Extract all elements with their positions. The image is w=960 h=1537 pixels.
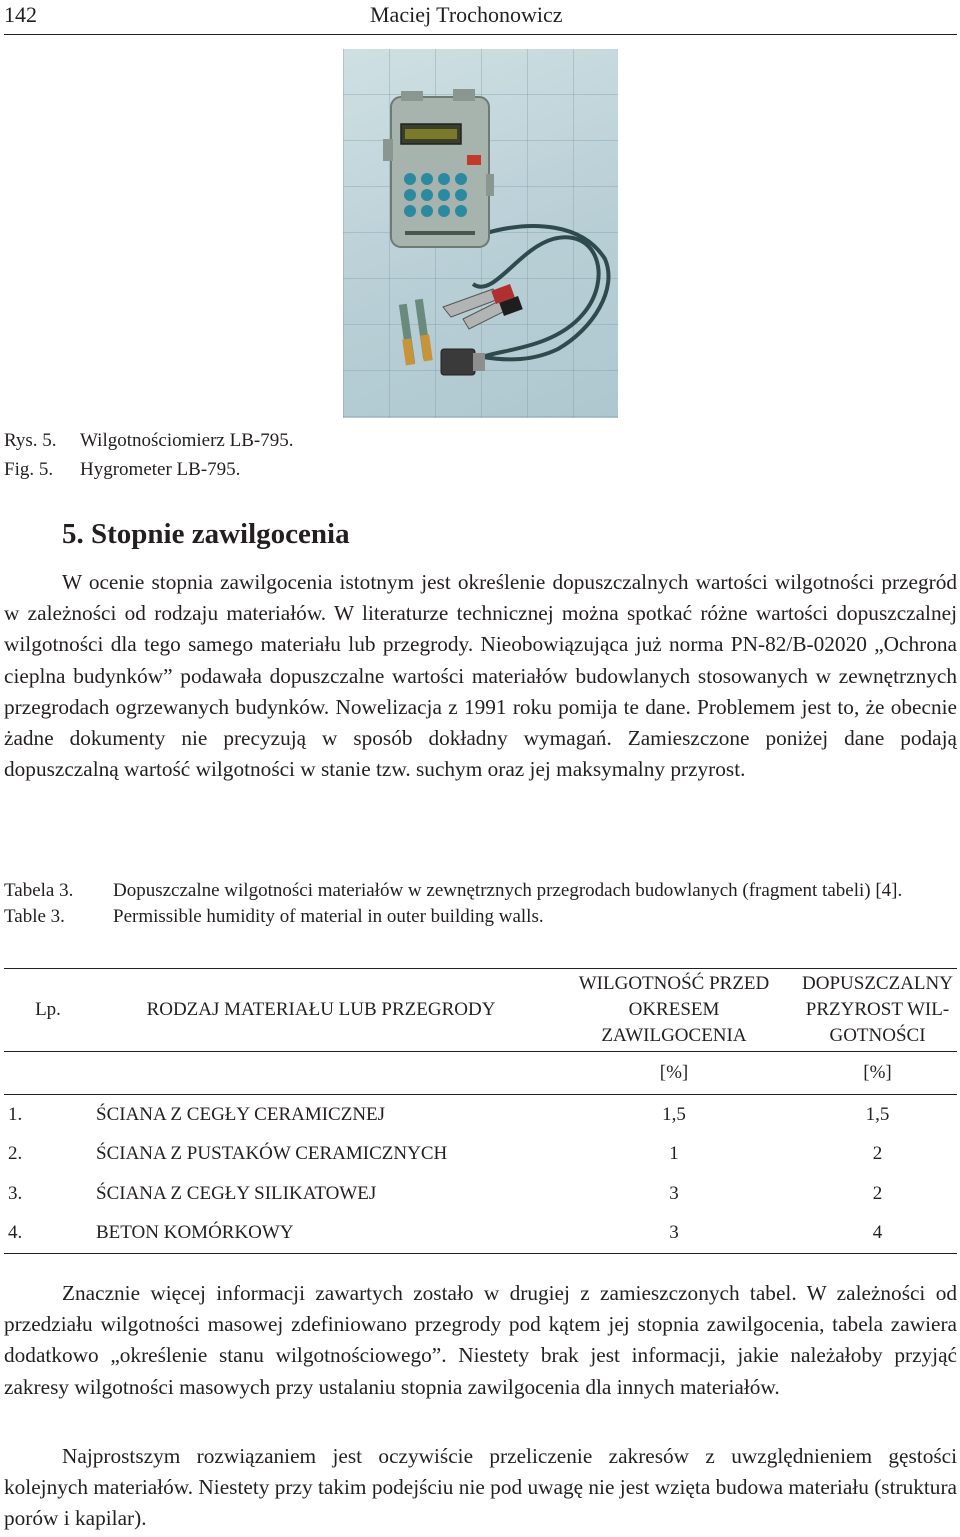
- table-row: [4, 1135, 957, 1175]
- cell-material: BETON KOMÓRKOWY: [92, 1214, 550, 1254]
- figure-caption-en-label: Fig. 5.: [4, 459, 54, 480]
- body-paragraph-2: [4, 1278, 957, 1403]
- table-row: [4, 1214, 957, 1254]
- cell-lp: 4.: [4, 1214, 92, 1254]
- cell-increase: 2: [872, 1143, 883, 1165]
- unit-increase: [%]: [798, 1052, 957, 1095]
- humidity-table: [4, 968, 957, 1254]
- figure-caption-pl: [4, 426, 293, 455]
- cell-increase: 1,5: [865, 1103, 890, 1125]
- table-caption: [4, 878, 957, 930]
- table-caption-pl-text: Dopuszczalne wilgotności materiałów w zewnętrznych przegrodach budowlanych (fragment tabeli) [4].: [113, 880, 903, 901]
- header-humidity-before: WILGOTNOŚĆ PRZED OKRESEM ZAWILGOCENIA: [550, 969, 798, 1052]
- figure-caption-en: [4, 455, 240, 484]
- cell-material: ŚCIANA Z PUSTAKÓW CERAMICZNYCH: [96, 1143, 448, 1165]
- hygrometer-illustration: [343, 49, 618, 418]
- table-caption-en-text: Permissible humidity of material in outer building walls.: [113, 906, 544, 927]
- cell-lp: 3.: [8, 1182, 23, 1204]
- cell-before: 3: [669, 1182, 679, 1204]
- paragraph-3-text: Najprostszym rozwiązaniem jest oczywiście przeliczenie zakresów z uwzględnieniem gęstości kolejnych materiałów. Niestety przy takim podejściu nie pod uwagę nie jest wzięta budowa materiału (struktura porów i kapilar).: [4, 1444, 957, 1531]
- table-unit-row: [4, 1052, 957, 1095]
- paragraph-2-text: Znacznie więcej informacji zawartych zostało w drugiej z zamieszczonych tabel. W zależności od przedziału wilgotności masowej zdefiniowano przegrody pod kątem jej stopnia zawilgocenia, tabela zawiera dodatkowo „określenie stanu wilgotnościowego”. Niestety brak jest informacji, jakie należałoby przyjąć zakresy wilgotności masowych przy ustalaniu stopnia zawilgocenia dla innych materiałów.: [4, 1281, 957, 1399]
- hygrometer-photo: [343, 49, 618, 418]
- header-rule: [4, 34, 957, 35]
- table-caption-en-label: Table 3.: [4, 906, 65, 927]
- cell-lp: 2.: [8, 1143, 23, 1165]
- cell-before: 1: [669, 1143, 679, 1165]
- header-permissible-increase: DOPUSZCZALNY PRZYROST WIL-GOTNOŚCI: [798, 969, 957, 1052]
- table-caption-pl-label: Tabela 3.: [4, 880, 74, 901]
- cell-increase: 2: [872, 1182, 883, 1204]
- unit-before: [%]: [550, 1052, 798, 1095]
- figure-caption-pl-label: Rys. 5.: [4, 430, 57, 451]
- table-row: [4, 1095, 957, 1135]
- header-material: RODZAJ MATERIAŁU LUB PRZEGRODY: [92, 969, 550, 1052]
- header-lp: Lp.: [4, 969, 92, 1052]
- table-header-row: [4, 969, 957, 1052]
- body-paragraph-1: [4, 567, 957, 785]
- figure-caption-pl-text: Wilgotnościomierz LB-795.: [80, 430, 294, 451]
- section-heading: 5. Stopnie zawilgocenia: [62, 518, 350, 550]
- cell-lp: 1.: [8, 1103, 23, 1125]
- cell-material: ŚCIANA Z CEGŁY SILIKATOWEJ: [96, 1182, 377, 1204]
- table-row: [4, 1174, 957, 1214]
- running-header-author: Maciej Trochonowicz: [370, 2, 563, 27]
- paragraph-1-text: W ocenie stopnia zawilgocenia istotnym jest określenie dopuszczalnych wartości wilgotności przegród w zależności od rodzaju materiałów. W literaturze technicznej można spotkać różne wartości dopuszczalnej wilgotności dla tego samego materiału lub przegrody. Nieobowiązująca już norma PN-82/B-02020 „Ochrona cieplna budynków” podawała dopuszczalne wartości materiałów budowlanych stosowanych w zewnętrznych przegrodach ogrzewanych budynków. Nowelizacja z 1991 roku pomija te dane. Problemem jest to, że obecnie żadne dokumenty nie precyzują w sposób dokładny wymagań. Zamieszczone poniżej dane podają dopuszczalną wartość wilgotności w stanie tzw. suchym oraz jej maksymalny przyrost.: [4, 570, 957, 782]
- page-number: 142: [4, 2, 37, 27]
- cell-increase: 4: [798, 1214, 957, 1254]
- cell-before: 3: [550, 1214, 798, 1254]
- figure-caption-en-text: Hygrometer LB-795.: [80, 459, 241, 480]
- cell-material: ŚCIANA Z CEGŁY CERAMICZNEJ: [96, 1103, 386, 1125]
- cell-before: 1,5: [662, 1103, 686, 1125]
- body-paragraph-3: [4, 1441, 957, 1535]
